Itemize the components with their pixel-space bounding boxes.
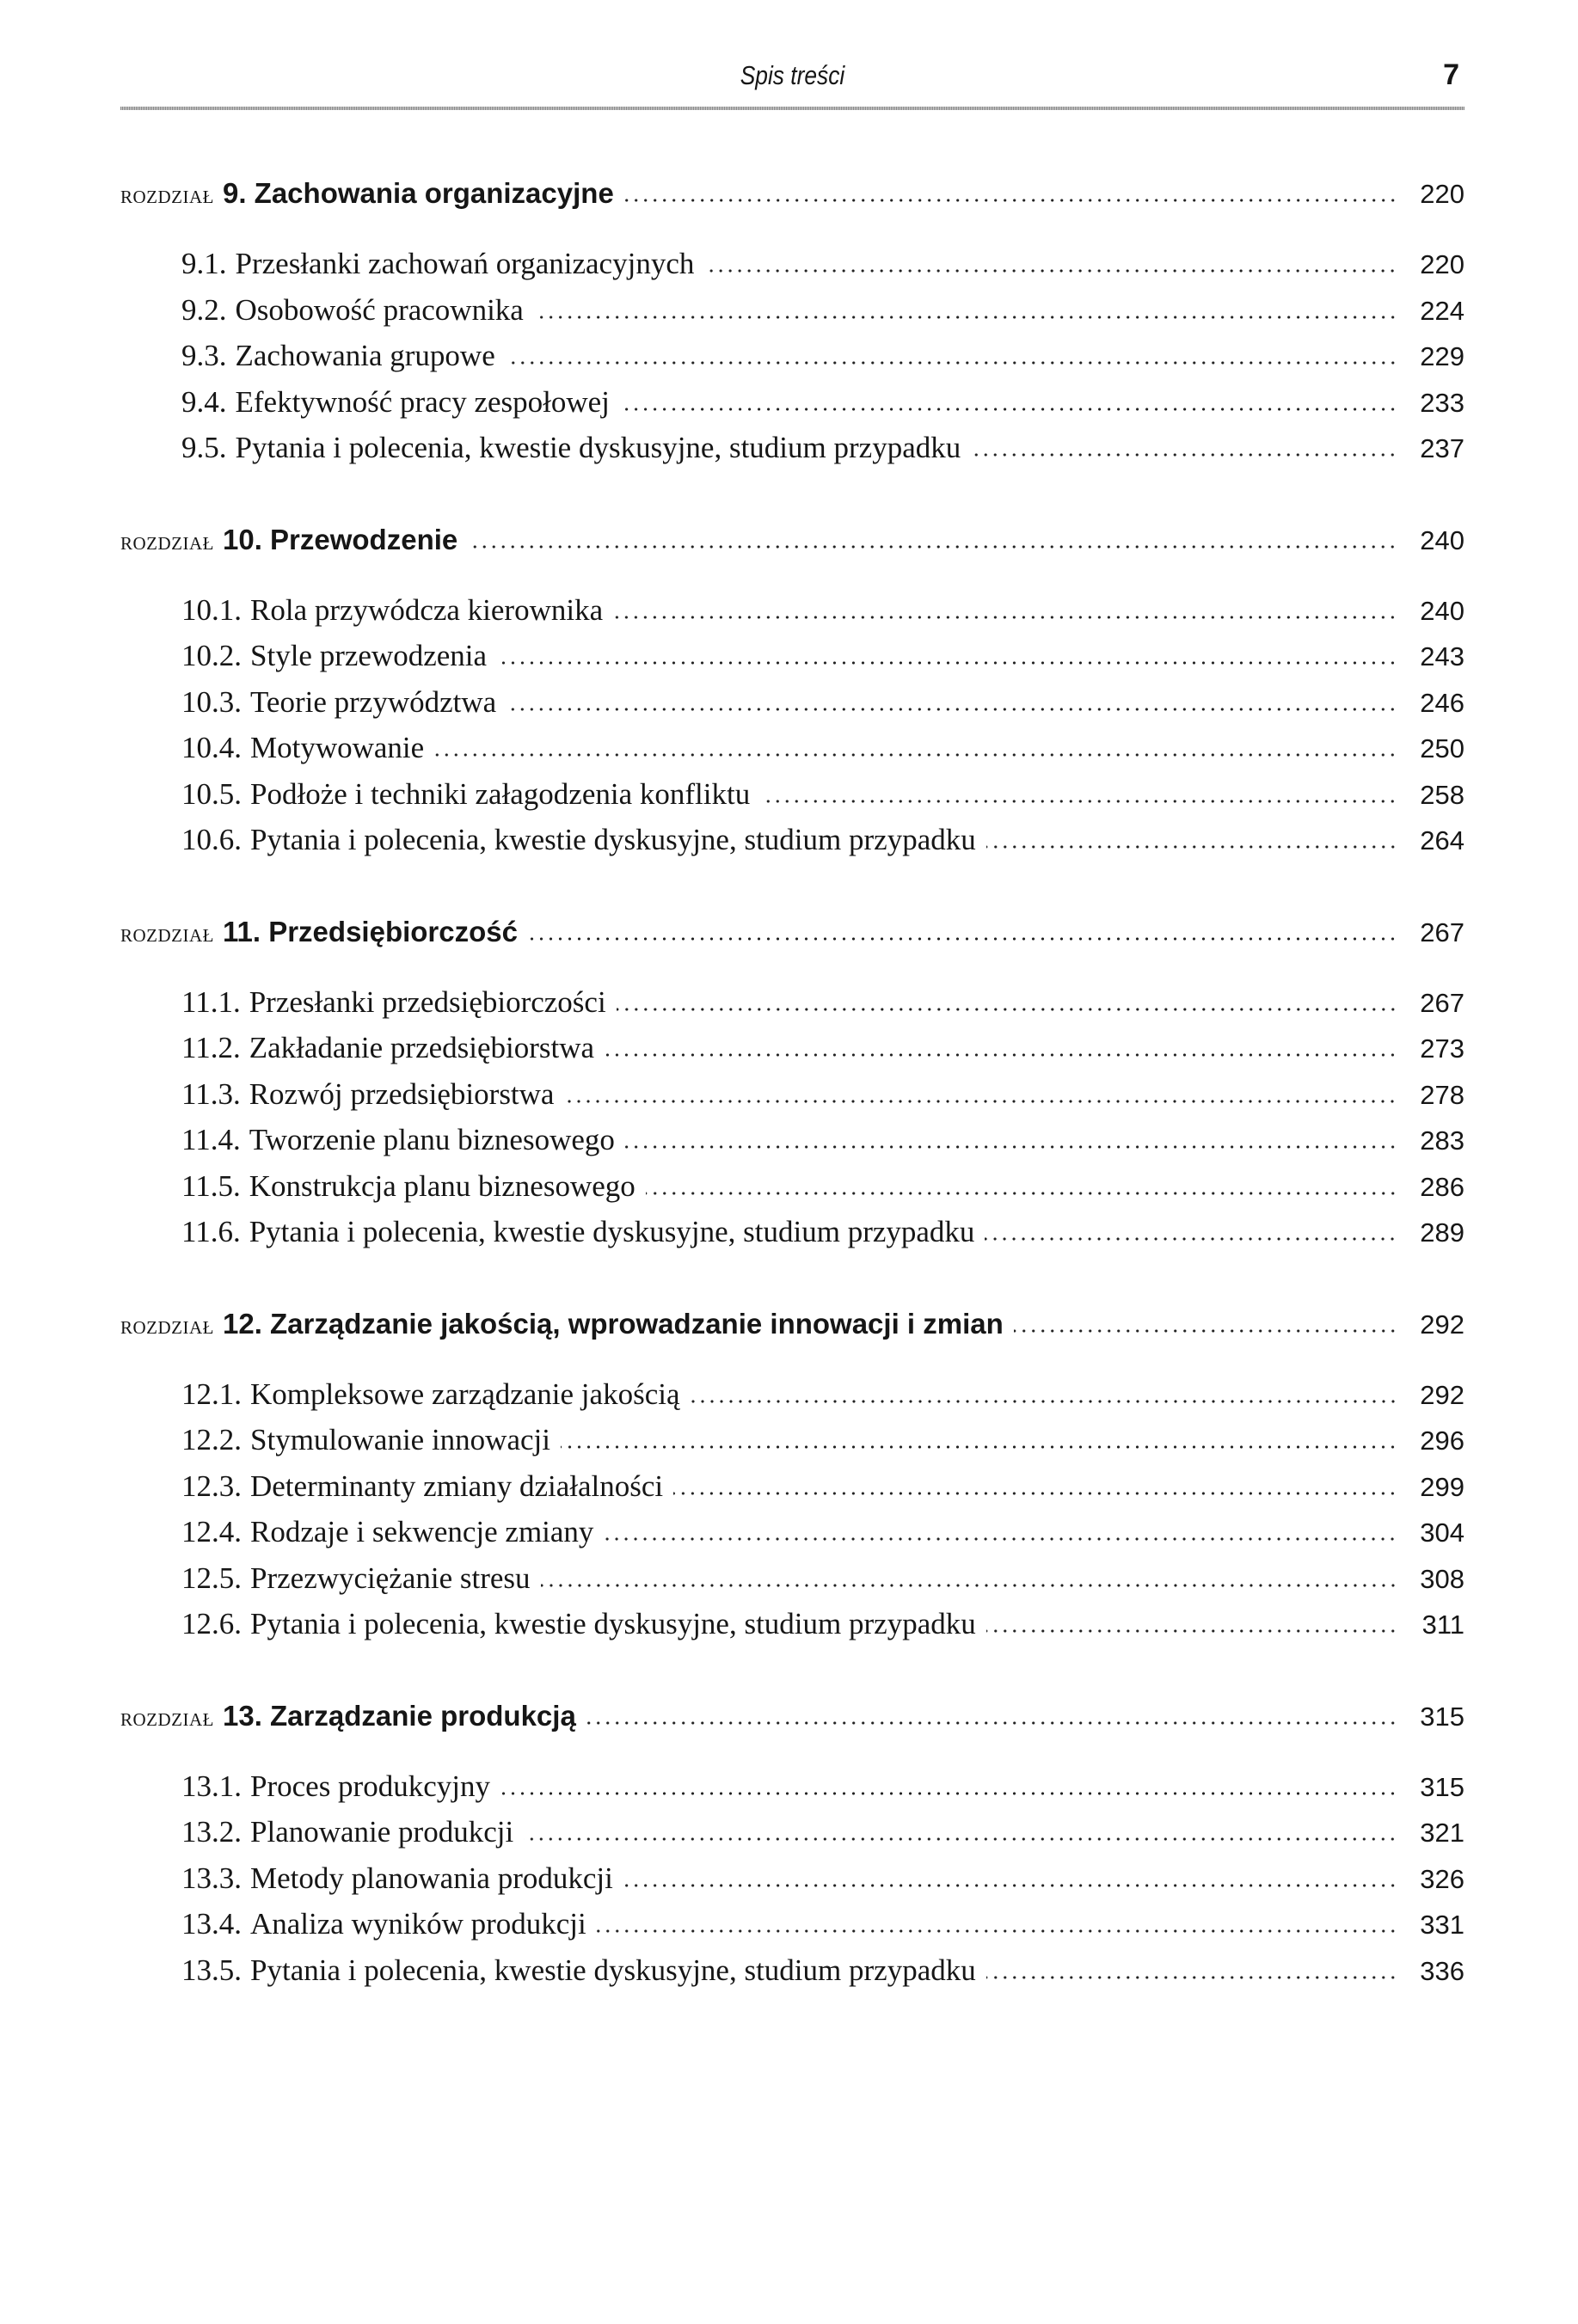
section-entry (120, 1377, 1464, 1424)
section-page: 233 (1420, 387, 1464, 418)
section-number: 11.5. (181, 1168, 241, 1203)
dot-leader (534, 315, 1397, 320)
chapter-page: 292 (1420, 1309, 1464, 1340)
chapter-entry (120, 1308, 1464, 1354)
chapter-entry (120, 524, 1464, 570)
section-title: Stymulowanie innowacji (250, 1423, 550, 1456)
section-title: Przesłanki przedsiębiorczości (249, 984, 606, 1019)
section-title: Rola przywódcza kierownika (250, 592, 604, 627)
dot-leader (985, 1236, 1397, 1242)
section-number: 10.4. (181, 731, 242, 764)
section-number: 10.2. (181, 639, 242, 672)
section-entry (120, 247, 1464, 293)
dot-leader (605, 1052, 1397, 1058)
section-page: 258 (1420, 779, 1464, 810)
section-number: 12.4. (181, 1515, 242, 1548)
dot-leader (468, 544, 1397, 549)
dot-leader (524, 1837, 1397, 1842)
section-page: 229 (1420, 341, 1464, 371)
section-entry (120, 1953, 1464, 2000)
section-page: 331 (1420, 1910, 1464, 1940)
chapter-block (120, 916, 1464, 1261)
section-entry (120, 1077, 1464, 1124)
section-title: Efektywność pracy zespołowej (235, 384, 610, 419)
section-page: 292 (1420, 1379, 1464, 1410)
section-page: 286 (1420, 1171, 1464, 1202)
chapter-block (120, 524, 1464, 869)
chapter-label: ROZDZIAŁ (120, 1708, 214, 1730)
dot-leader (623, 1883, 1397, 1888)
dot-leader (624, 198, 1397, 203)
section-number: 13.4. (181, 1907, 242, 1941)
section-entry (120, 1031, 1464, 1077)
section-page: 336 (1420, 1955, 1464, 1986)
section-page: 243 (1420, 641, 1464, 671)
chapter-title: 10. Przewodzenie (222, 523, 458, 555)
dot-leader (646, 1191, 1397, 1196)
section-page: 264 (1420, 825, 1464, 855)
section-number: 12.5. (181, 1561, 242, 1595)
section-entry (120, 1515, 1464, 1561)
section-entry (120, 1561, 1464, 1608)
section-title: Kompleksowe zarządzanie jakością (250, 1377, 680, 1411)
section-number: 9.3. (181, 339, 227, 372)
section-title: Metody planowania produkcji (250, 1861, 613, 1895)
dot-leader (604, 1536, 1397, 1542)
chapter-page: 267 (1420, 917, 1464, 947)
chapter-page: 220 (1420, 179, 1464, 209)
section-entry (120, 293, 1464, 340)
header-title: Spis treści (740, 60, 845, 90)
section-title: Pytania i polecenia, kwestie dyskusyjne, studium przypadku (250, 1953, 976, 1987)
section-title: Pytania i polecenia, kwestie dyskusyjne, studium przypadku (250, 823, 976, 856)
section-number: 13.2. (181, 1815, 242, 1849)
section-title: Teorie przywództwa (250, 684, 497, 719)
section-title: Przezwyciężanie stresu (250, 1561, 531, 1595)
section-number: 13.5. (181, 1953, 242, 1987)
chapter-block (120, 177, 1464, 477)
section-entry (120, 1123, 1464, 1169)
section-number: 12.3. (181, 1469, 242, 1503)
section-number: 11.2. (181, 1031, 241, 1064)
section-entry (120, 1769, 1464, 1816)
section-entry (120, 385, 1464, 432)
section-title: Pytania i polecenia, kwestie dyskusyjne, studium przypadku (250, 1607, 976, 1640)
chapter-title: 9. Zachowania organizacyjne (222, 177, 614, 209)
section-title: Zachowania grupowe (235, 339, 495, 372)
chapter-page: 315 (1420, 1701, 1464, 1732)
section-entry (120, 431, 1464, 477)
section-title: Tworzenie planu biznesowego (249, 1123, 615, 1156)
section-title: Motywowanie (250, 731, 425, 764)
dot-leader (986, 1628, 1397, 1634)
section-entry (120, 685, 1464, 732)
dot-leader (760, 799, 1397, 804)
dot-leader (620, 407, 1397, 412)
section-page: 246 (1420, 687, 1464, 718)
section-page: 326 (1420, 1863, 1464, 1894)
chapter-title: 13. Zarządzanie produkcją (222, 1699, 576, 1732)
section-page: 308 (1420, 1563, 1464, 1594)
dot-leader (971, 452, 1397, 457)
dot-leader (691, 1399, 1398, 1404)
chapter-label: ROZDZIAŁ (120, 187, 214, 207)
dot-leader (564, 1099, 1397, 1104)
section-page: 237 (1420, 433, 1464, 463)
section-title: Konstrukcja planu biznesowego (249, 1168, 635, 1203)
dot-leader (497, 660, 1397, 665)
section-title: Pytania i polecenia, kwestie dyskusyjne, studium przypadku (235, 431, 961, 464)
section-number: 13.1. (181, 1769, 242, 1803)
dot-leader (541, 1583, 1397, 1588)
section-entry (120, 593, 1464, 640)
dot-leader (986, 844, 1397, 849)
dot-leader (434, 752, 1397, 757)
section-page: 283 (1420, 1125, 1464, 1156)
section-entry (120, 985, 1464, 1032)
section-number: 12.6. (181, 1607, 242, 1640)
header-rule (120, 107, 1464, 110)
section-page: 315 (1420, 1771, 1464, 1802)
chapter-entry (120, 916, 1464, 962)
section-title: Przesłanki zachowań organizacyjnych (235, 247, 695, 280)
section-page: 250 (1420, 733, 1464, 763)
section-title: Rodzaje i sekwencje zmiany (250, 1515, 594, 1548)
section-page: 304 (1420, 1518, 1464, 1548)
section-page: 311 (1421, 1610, 1464, 1640)
section-entry (120, 1215, 1464, 1261)
dot-leader (597, 1928, 1397, 1934)
section-entry (120, 777, 1464, 824)
section-page: 224 (1420, 295, 1464, 326)
dot-leader (586, 1720, 1397, 1726)
section-number: 10.5. (181, 776, 242, 811)
section-entry (120, 1907, 1464, 1953)
chapter-entry (120, 1700, 1464, 1746)
chapter-block (120, 1308, 1464, 1653)
chapter-entry (120, 177, 1464, 224)
dot-leader (507, 707, 1397, 712)
dot-leader (617, 1007, 1397, 1012)
dot-leader (500, 1791, 1397, 1796)
section-title: Pytania i polecenia, kwestie dyskusyjne, studium przypadku (249, 1215, 975, 1248)
dot-leader (528, 936, 1397, 941)
section-entry (120, 1861, 1464, 1908)
section-entry (120, 639, 1464, 685)
chapter-title: 12. Zarządzanie jakością, wprowadzanie innowacji i zmian (222, 1307, 1004, 1340)
section-number: 10.3. (181, 684, 242, 719)
section-number: 9.5. (181, 431, 227, 464)
section-entry (120, 823, 1464, 869)
section-page: 278 (1420, 1079, 1464, 1110)
section-page: 296 (1420, 1426, 1464, 1456)
section-page: 220 (1420, 249, 1464, 279)
chapter-title: 11. Przedsiębiorczość (222, 915, 518, 947)
section-entry (120, 1169, 1464, 1216)
dot-leader (673, 1491, 1397, 1496)
section-number: 10.1. (181, 592, 242, 627)
section-page: 299 (1420, 1471, 1464, 1502)
dot-leader (561, 1444, 1397, 1450)
section-number: 10.6. (181, 823, 242, 856)
dot-leader (986, 1975, 1397, 1980)
dot-leader (506, 360, 1397, 365)
page-number: 7 (1443, 58, 1459, 91)
dot-leader (613, 615, 1397, 620)
running-header (120, 60, 1464, 103)
section-number: 11.4. (181, 1123, 241, 1156)
section-title: Zakładanie przedsiębiorstwa (249, 1031, 595, 1064)
dot-leader (1014, 1328, 1397, 1334)
section-title: Style przewodzenia (250, 639, 488, 672)
section-number: 13.3. (181, 1861, 242, 1895)
section-number: 11.6. (181, 1215, 241, 1248)
section-title: Rozwój przedsiębiorstwa (249, 1076, 555, 1111)
chapter-label: ROZDZIAŁ (120, 924, 214, 946)
section-number: 12.2. (181, 1423, 242, 1456)
section-title: Determinanty zmiany działalności (250, 1469, 664, 1503)
section-title: Analiza wyników produkcji (250, 1907, 586, 1941)
section-entry (120, 339, 1464, 385)
section-page: 289 (1420, 1217, 1464, 1248)
section-entry (120, 1423, 1464, 1469)
section-page: 273 (1420, 1033, 1464, 1064)
dot-leader (625, 1144, 1397, 1150)
section-entry (120, 1607, 1464, 1653)
section-number: 11.1. (181, 984, 241, 1019)
chapter-page: 240 (1420, 524, 1464, 555)
chapter-label: ROZDZIAŁ (120, 532, 214, 554)
section-page: 267 (1420, 987, 1464, 1018)
section-number: 12.1. (181, 1377, 242, 1411)
section-entry (120, 1815, 1464, 1861)
section-title: Osobowość pracownika (235, 292, 524, 327)
section-page: 321 (1420, 1818, 1464, 1848)
section-entry (120, 1469, 1464, 1516)
section-number: 9.1. (181, 247, 227, 280)
section-entry (120, 731, 1464, 777)
chapter-block (120, 1700, 1464, 2000)
section-title: Proces produkcyjny (250, 1769, 490, 1803)
section-page: 240 (1420, 595, 1464, 626)
section-number: 11.3. (181, 1076, 241, 1111)
section-title: Planowanie produkcji (250, 1815, 514, 1849)
chapter-label: ROZDZIAŁ (120, 1316, 214, 1338)
table-of-contents (120, 177, 1464, 2045)
section-title: Podłoże i techniki załagodzenia konfliktu (250, 776, 751, 811)
dot-leader (704, 268, 1397, 273)
section-number: 9.4. (181, 384, 227, 419)
section-number: 9.2. (181, 292, 227, 327)
